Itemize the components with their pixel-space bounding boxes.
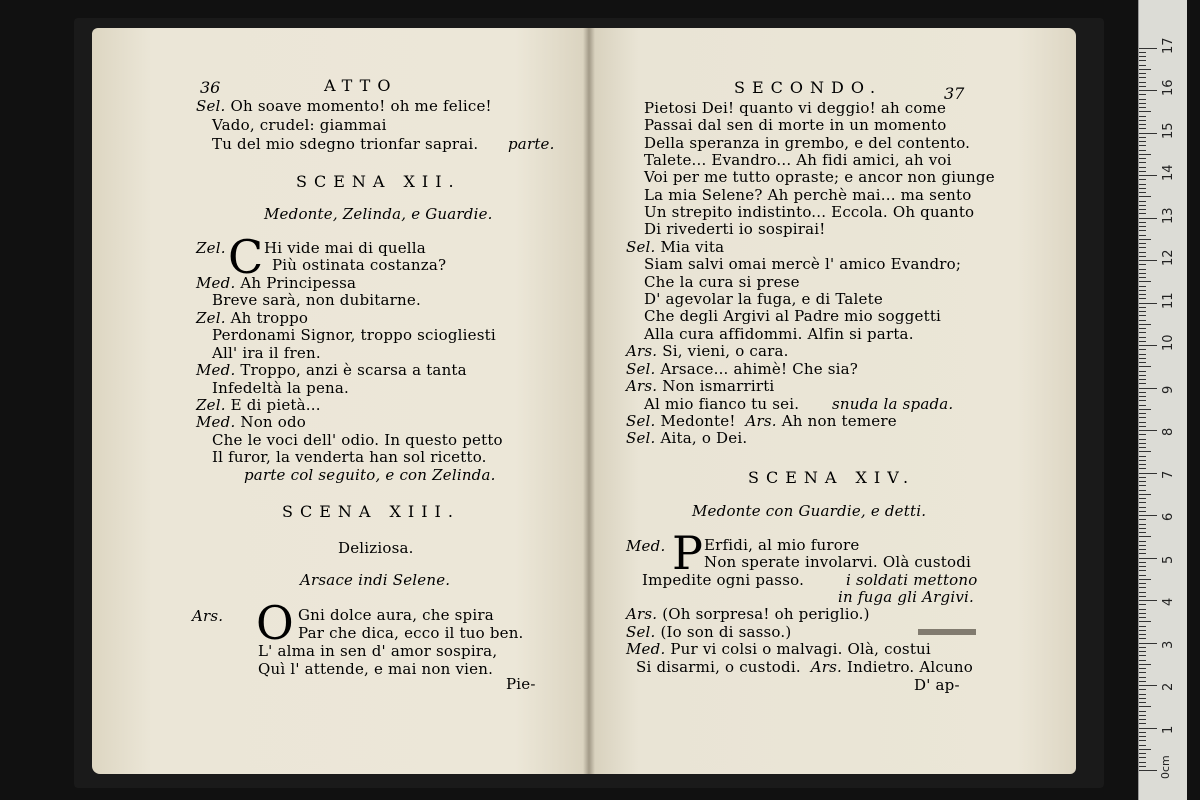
ruler-tick <box>1139 485 1146 486</box>
ruler-tick <box>1139 723 1146 724</box>
ruler-tick <box>1139 188 1146 189</box>
ruler-tick <box>1139 579 1151 580</box>
ruler-tick <box>1139 405 1146 406</box>
ruler-number: 13 <box>1161 206 1176 224</box>
ruler-tick <box>1139 570 1146 571</box>
ruler-tick <box>1139 498 1146 499</box>
ruler-tick <box>1139 145 1146 146</box>
ruler-tick <box>1139 677 1146 678</box>
ruler-tick <box>1139 502 1146 503</box>
verse-line: Che degli Argivi al Padre mio soggetti <box>644 307 942 325</box>
ruler-tick <box>1139 171 1146 172</box>
ruler-tick <box>1139 222 1146 223</box>
ruler-tick <box>1139 286 1146 287</box>
ruler-tick <box>1139 745 1146 746</box>
verse-line: Ars. (Oh sorpresa! oh periglio.) <box>626 605 870 623</box>
ruler-tick <box>1139 56 1146 57</box>
ruler-tick <box>1139 226 1146 227</box>
ruler-tick <box>1139 396 1146 397</box>
catchword: D' ap- <box>914 676 960 694</box>
ruler-tick <box>1139 120 1146 121</box>
ruler-tick <box>1139 354 1146 355</box>
verse-line: Sel. (Io son di sasso.) <box>626 623 792 641</box>
stage-direction: parte. <box>508 135 555 153</box>
stage-direction: parte col seguito, e con Zelinda. <box>244 466 496 484</box>
verse-line: D' agevolar la fuga, e di Talete <box>644 290 883 308</box>
ruler-tick <box>1139 749 1151 750</box>
ruler-tick <box>1139 766 1146 767</box>
verse-line: All' ira il fren. <box>212 344 321 362</box>
ink-smudge <box>918 629 976 635</box>
ruler-tick <box>1139 252 1146 253</box>
verse-line: Un strepito indistinto... Eccola. Oh quanto <box>644 203 975 221</box>
verse-line: Che le voci dell' odio. In questo petto <box>212 431 503 449</box>
verse-line: Sel. Mia vita <box>626 238 725 256</box>
verse-line: Zel. E di pietà... <box>196 396 321 414</box>
ruler-tick <box>1139 762 1146 763</box>
verse-line: Pietosi Dei! quanto vi deggio! ah come <box>644 99 947 117</box>
ruler-tick <box>1139 375 1146 376</box>
ruler-tick <box>1139 162 1146 163</box>
ruler-tick <box>1139 609 1146 610</box>
ruler-tick <box>1139 706 1151 707</box>
ruler-tick <box>1139 298 1146 299</box>
ruler-tick <box>1139 545 1146 546</box>
ruler-tick <box>1139 337 1146 338</box>
ruler-tick <box>1139 73 1146 74</box>
ruler-tick <box>1139 643 1157 644</box>
ruler-tick <box>1139 150 1146 151</box>
ruler-tick <box>1139 158 1146 159</box>
ruler-tick <box>1139 392 1146 393</box>
ruler-tick <box>1139 519 1146 520</box>
ruler-tick <box>1139 638 1146 639</box>
ruler-tick <box>1139 111 1151 112</box>
ruler-tick <box>1139 702 1146 703</box>
ruler-tick <box>1139 192 1146 193</box>
ruler-tick <box>1139 201 1146 202</box>
ruler-tick <box>1139 99 1146 100</box>
ruler-tick <box>1139 541 1146 542</box>
verse-line: Impedite ogni passo. <box>642 571 805 589</box>
ruler-tick <box>1139 320 1146 321</box>
ruler-tick <box>1139 740 1146 741</box>
ruler-tick <box>1139 379 1146 380</box>
drop-capital: C <box>228 230 264 284</box>
verse-line: La mia Selene? Ah perchè mai... ma sento <box>644 186 972 204</box>
stage-direction: in fuga gli Argivi. <box>838 588 974 606</box>
ruler-tick <box>1139 294 1146 295</box>
left-page-number: 36 <box>200 78 221 97</box>
stage-direction: i soldati mettono <box>846 571 978 589</box>
stage-direction: snuda la spada. <box>832 395 954 413</box>
ruler-tick <box>1139 371 1146 372</box>
ruler-tick <box>1139 562 1146 563</box>
ruler-tick <box>1139 651 1146 652</box>
ruler-tick <box>1139 167 1146 168</box>
ruler-tick <box>1139 507 1146 508</box>
verse-line: Tu del mio sdegno trionfar saprai. <box>212 135 479 153</box>
ruler-tick <box>1139 205 1146 206</box>
ruler-tick <box>1139 613 1146 614</box>
ruler-tick <box>1139 366 1151 367</box>
verse-line: Sel. Aita, o Dei. <box>626 429 748 447</box>
ruler-tick <box>1139 719 1146 720</box>
speaker-label: Med. <box>626 537 666 555</box>
ruler-tick <box>1139 728 1157 729</box>
ruler-tick <box>1139 218 1157 219</box>
ruler-tick <box>1139 303 1157 304</box>
ruler-number: 4 <box>1161 597 1176 606</box>
ruler-tick <box>1139 175 1157 176</box>
verse-line: Sel. Oh soave momento! oh me felice! <box>196 97 492 115</box>
ruler-tick <box>1139 770 1157 771</box>
ruler-number: 8 <box>1161 427 1176 436</box>
ruler-tick <box>1139 672 1146 673</box>
ruler-tick <box>1139 451 1151 452</box>
verse-line: Quì l' attende, e mai non vien. <box>258 660 494 678</box>
ruler-tick <box>1139 235 1146 236</box>
ruler-tick <box>1139 417 1146 418</box>
ruler-tick <box>1139 383 1146 384</box>
ruler-tick <box>1139 426 1146 427</box>
ruler-number: 17 <box>1161 36 1176 54</box>
ruler-tick <box>1139 65 1146 66</box>
ruler-tick <box>1139 239 1151 240</box>
ruler-tick <box>1139 528 1146 529</box>
ruler-number: 5 <box>1161 555 1176 564</box>
ruler-tick <box>1139 732 1146 733</box>
ruler-tick <box>1139 277 1146 278</box>
scene-cast: Arsace indi Selene. <box>300 571 451 589</box>
verse-line: Ars. Non ismarrirti <box>626 377 775 395</box>
ruler-tick <box>1139 634 1146 635</box>
verse-line: Il furor, la venderta han sol ricetto. <box>212 448 487 466</box>
verse-line: Med. Ah Principessa <box>196 274 357 292</box>
scene-heading: SCENA XIV. <box>748 468 916 487</box>
verse-line: Infedeltà la pena. <box>212 379 349 397</box>
ruler-number: 16 <box>1161 79 1176 96</box>
ruler-tick <box>1139 566 1146 567</box>
ruler-tick <box>1139 358 1146 359</box>
scene-cast: Medonte con Guardie, e detti. <box>692 502 927 520</box>
ruler-number: 1 <box>1161 725 1176 734</box>
ruler-tick <box>1139 668 1146 669</box>
ruler-unit-label: 0cm <box>1159 755 1172 779</box>
ruler-tick <box>1139 247 1146 248</box>
ruler-tick <box>1139 711 1146 712</box>
ruler-tick <box>1139 685 1157 686</box>
verse-line: L' alma in sen d' amor sospira, <box>258 642 498 660</box>
drop-capital: O <box>256 596 294 650</box>
verse-line: Hi vide mai di quella <box>264 239 426 257</box>
verse-line: Talete... Evandro... Ah fidi amici, ah voi <box>644 151 952 169</box>
ruler-tick <box>1139 464 1146 465</box>
ruler-tick <box>1139 681 1146 682</box>
verse-line: Che la cura si prese <box>644 273 800 291</box>
ruler-tick <box>1139 230 1146 231</box>
ruler-tick <box>1139 587 1146 588</box>
ruler-tick <box>1139 553 1146 554</box>
ruler-tick <box>1139 604 1146 605</box>
ruler-tick <box>1139 264 1146 265</box>
ruler-tick <box>1139 179 1146 180</box>
ruler-tick <box>1139 69 1151 70</box>
verse-line: Non sperate involarvi. Olà custodi <box>704 553 972 571</box>
verse-line: Perdonami Signor, troppo sciogliesti <box>212 326 496 344</box>
ruler-tick <box>1139 315 1146 316</box>
ruler-tick <box>1139 90 1157 91</box>
ruler-number: 11 <box>1161 291 1176 309</box>
verse-line: Sel. Arsace... ahimè! Che sia? <box>626 360 859 378</box>
verse-line: Med. Pur vi colsi o malvagi. Olà, costui <box>626 640 931 658</box>
ruler-tick <box>1139 689 1146 690</box>
ruler-tick <box>1139 48 1157 49</box>
verse-line: Breve sarà, non dubitarne. <box>212 291 421 309</box>
ruler-tick <box>1139 86 1146 87</box>
speaker-label: Zel. <box>196 239 226 257</box>
ruler-tick <box>1139 468 1146 469</box>
drop-capital: P <box>672 526 703 580</box>
ruler-tick <box>1139 196 1151 197</box>
ruler-tick <box>1139 698 1146 699</box>
ruler-tick <box>1139 460 1146 461</box>
ruler-tick <box>1139 52 1146 53</box>
ruler-tick <box>1139 184 1146 185</box>
verse-line: Par che dica, ecco il tuo ben. <box>298 624 524 642</box>
ruler-tick <box>1139 655 1146 656</box>
ruler-tick <box>1139 137 1146 138</box>
verse-line: Ars. Si, vieni, o cara. <box>626 342 789 360</box>
ruler-tick <box>1139 349 1146 350</box>
ruler-tick <box>1139 77 1146 78</box>
ruler-tick <box>1139 409 1151 410</box>
ruler-tick <box>1139 422 1146 423</box>
ruler-tick <box>1139 94 1146 95</box>
ruler-tick <box>1139 388 1157 389</box>
ruler-number: 14 <box>1161 164 1176 181</box>
left-running-head: ATTO <box>324 76 398 95</box>
ruler-tick <box>1139 549 1146 550</box>
ruler-tick <box>1139 434 1146 435</box>
ruler-tick <box>1139 128 1146 129</box>
ruler-tick <box>1139 596 1146 597</box>
ruler-tick <box>1139 481 1146 482</box>
verse-line: Gni dolce aura, che spira <box>298 606 494 624</box>
ruler-number: 7 <box>1161 470 1176 479</box>
ruler-tick <box>1139 494 1151 495</box>
verse-line: Erfidi, al mio furore <box>704 536 860 554</box>
ruler-tick <box>1139 141 1146 142</box>
ruler-tick <box>1139 209 1146 210</box>
ruler-tick <box>1139 490 1146 491</box>
ruler-tick <box>1139 664 1151 665</box>
measurement-ruler <box>1138 0 1187 800</box>
ruler-tick <box>1139 307 1146 308</box>
ruler-tick <box>1139 290 1146 291</box>
ruler-tick <box>1139 324 1151 325</box>
verse-line: Più ostinata costanza? <box>272 256 447 274</box>
ruler-number: 6 <box>1161 512 1176 521</box>
ruler-tick <box>1139 477 1146 478</box>
ruler-tick <box>1139 362 1146 363</box>
right-page-number: 37 <box>944 84 965 103</box>
ruler-tick <box>1139 273 1146 274</box>
verse-line: Siam salvi omai mercè l' amico Evandro; <box>644 255 962 273</box>
ruler-tick <box>1139 536 1151 537</box>
ruler-number: 9 <box>1161 385 1176 394</box>
ruler-tick <box>1139 400 1146 401</box>
ruler-tick <box>1139 154 1151 155</box>
right-running-head: SECONDO. <box>734 78 883 97</box>
ruler-tick <box>1139 715 1146 716</box>
ruler-number: 15 <box>1161 121 1176 139</box>
ruler-tick <box>1139 133 1157 134</box>
verse-line: Di rivederti io sospirai! <box>644 220 826 238</box>
verse-line: Voi per me tutto opraste; e ancor non giunge <box>644 168 995 186</box>
ruler-tick <box>1139 124 1146 125</box>
ruler-tick <box>1139 60 1146 61</box>
catchword: Pie- <box>506 675 536 693</box>
ruler-tick <box>1139 269 1146 270</box>
ruler-tick <box>1139 524 1146 525</box>
ruler-tick <box>1139 736 1146 737</box>
ruler-tick <box>1139 213 1146 214</box>
ruler-tick <box>1139 332 1146 333</box>
verse-line: Vado, crudel: giammai <box>212 116 387 134</box>
ruler-tick <box>1139 647 1146 648</box>
ruler-tick <box>1139 260 1157 261</box>
ruler-tick <box>1139 575 1146 576</box>
ruler-tick <box>1139 532 1146 533</box>
speaker-label: Ars. <box>192 607 224 625</box>
ruler-tick <box>1139 511 1146 512</box>
ruler-number: 12 <box>1161 249 1176 266</box>
ruler-tick <box>1139 621 1151 622</box>
ruler-tick <box>1139 753 1146 754</box>
ruler-tick <box>1139 694 1146 695</box>
ruler-tick <box>1139 82 1146 83</box>
ruler-tick <box>1139 103 1146 104</box>
ruler-tick <box>1139 341 1146 342</box>
verse-line: Med. Troppo, anzi è scarsa a tanta <box>196 361 467 379</box>
ruler-number: 2 <box>1161 682 1176 691</box>
scene-heading: SCENA XIII. <box>282 502 460 521</box>
ruler-tick <box>1139 328 1146 329</box>
ruler-tick <box>1139 430 1157 431</box>
ruler-tick <box>1139 256 1146 257</box>
scene-heading: SCENA XII. <box>296 172 461 191</box>
ruler-tick <box>1139 757 1146 758</box>
ruler-tick <box>1139 617 1146 618</box>
ruler-tick <box>1139 281 1151 282</box>
ruler-tick <box>1139 515 1157 516</box>
verse-line: Med. Non odo <box>196 413 307 431</box>
verse-line: Si disarmi, o custodi. Ars. Indietro. Alcuno <box>636 658 973 676</box>
ruler-number: 10 <box>1161 334 1176 351</box>
ruler-tick <box>1139 107 1146 108</box>
ruler-tick <box>1139 345 1157 346</box>
ruler-tick <box>1139 626 1146 627</box>
ruler-tick <box>1139 456 1146 457</box>
ruler-number: 3 <box>1161 640 1176 649</box>
ruler-tick <box>1139 413 1146 414</box>
ruler-tick <box>1139 558 1157 559</box>
ruler-tick <box>1139 592 1146 593</box>
ruler-tick <box>1139 311 1146 312</box>
ruler-tick <box>1139 116 1146 117</box>
ruler-tick <box>1139 443 1146 444</box>
ruler-tick <box>1139 600 1157 601</box>
ruler-tick <box>1139 439 1146 440</box>
ruler-tick <box>1139 473 1157 474</box>
ruler-tick <box>1139 447 1146 448</box>
ruler-tick <box>1139 583 1146 584</box>
ruler-tick <box>1139 660 1146 661</box>
verse-line: Della speranza in grembo, e del contento. <box>644 134 971 152</box>
scene-setting: Deliziosa. <box>338 539 414 557</box>
verse-line: Sel. Medonte! Ars. Ah non temere <box>626 412 897 430</box>
verse-line: Passai dal sen di morte in un momento <box>644 116 947 134</box>
verse-line: Zel. Ah troppo <box>196 309 309 327</box>
verse-line: Al mio fianco tu sei. <box>644 395 800 413</box>
scene-cast: Medonte, Zelinda, e Guardie. <box>264 205 493 223</box>
ruler-tick <box>1139 243 1146 244</box>
verse-line: Alla cura affidommi. Alfin si parta. <box>644 325 914 343</box>
ruler-tick <box>1139 630 1146 631</box>
book-gutter <box>583 28 595 774</box>
